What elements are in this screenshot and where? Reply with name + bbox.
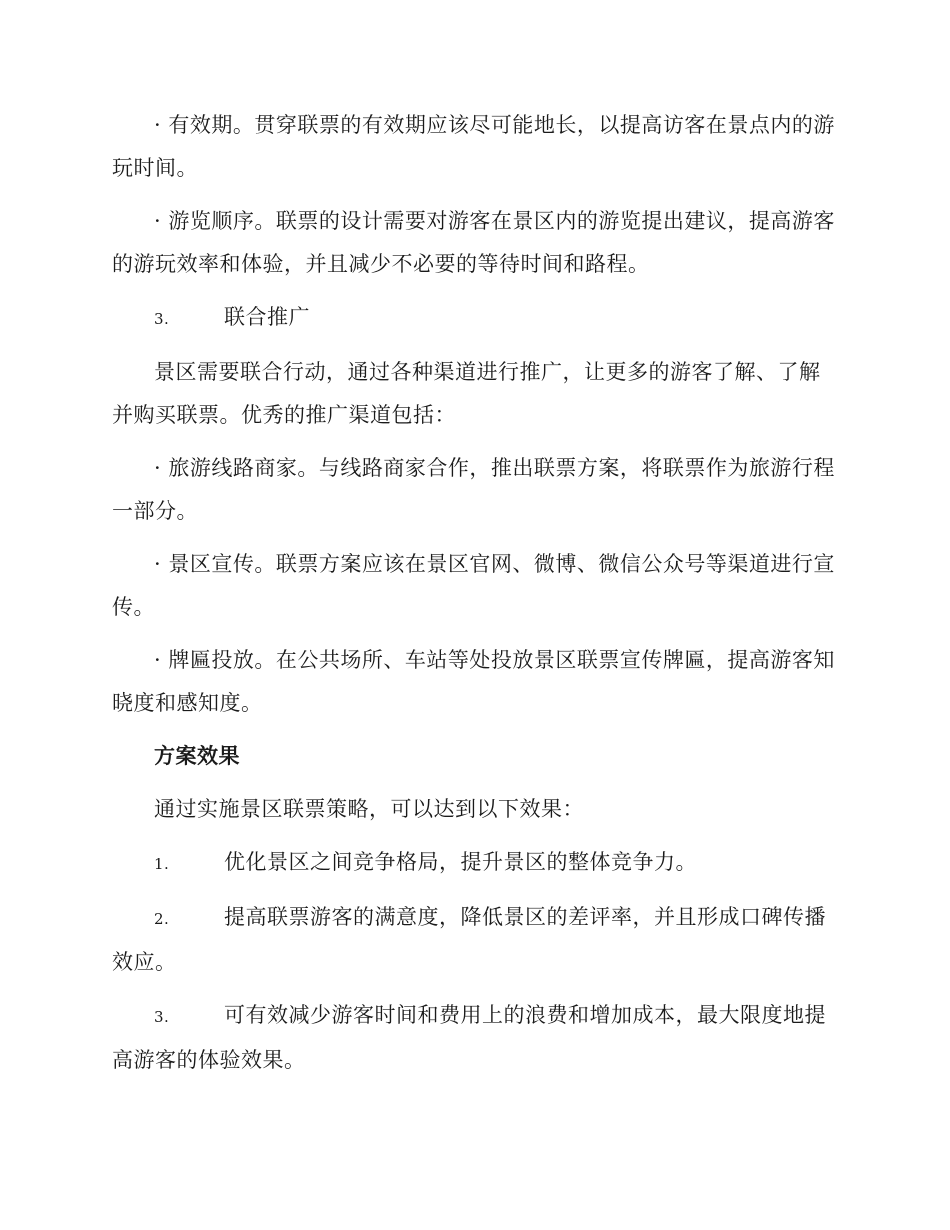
section-joint-promotion [112,296,837,341]
paragraph-effects-intro: 通过实施景区联票策略，可以达到以下效果： [154,797,584,821]
bullet-tour-order: · 游览顺序。联票的设计需要对游客在景区内的游览提出建议，提高游客的游玩效率和体验，并且减少不必要的等待时间和路程。 [112,209,835,276]
effect-item-1 [112,841,837,886]
list-number: 2. [154,910,170,928]
list-text: 优化景区之间竞争格局，提升景区的整体竞争力。 [224,850,697,874]
bullet-signboard-placement: · 牌匾投放。在公共场所、车站等处投放景区联票宣传牌匾，提高游客知晓度和感知度。 [112,648,835,715]
bullet-validity: · 有效期。贯穿联票的有效期应该尽可能地长，以提高访客在景点内的游玩时间。 [112,113,835,180]
list-text: 可有效减少游客时间和费用上的浪费和增加成本，最大限度地提高游客的体验效果。 [112,1003,826,1072]
section-heading-effects: 方案效果 [154,744,240,768]
list-text: 联合推广 [224,305,310,329]
list-number: 3. [154,310,170,328]
bullet-scenic-publicity: · 景区宣传。联票方案应该在景区官网、微博、微信公众号等渠道进行宣传。 [112,552,835,619]
document-body [112,104,837,1092]
bullet-travel-merchants: · 旅游线路商家。与线路商家合作，推出联票方案，将联票作为旅游行程一部分。 [112,456,835,523]
list-number: 1. [154,855,170,873]
paragraph-promotion-intro: 景区需要联合行动，通过各种渠道进行推广，让更多的游客了解、了解并购买联票。优秀的推广渠道包括： [112,360,821,427]
effect-item-2 [112,896,837,984]
list-text: 提高联票游客的满意度，降低景区的差评率，并且形成口碑传播效应。 [112,905,826,974]
list-number: 3. [154,1008,170,1026]
effect-item-3 [112,994,837,1082]
